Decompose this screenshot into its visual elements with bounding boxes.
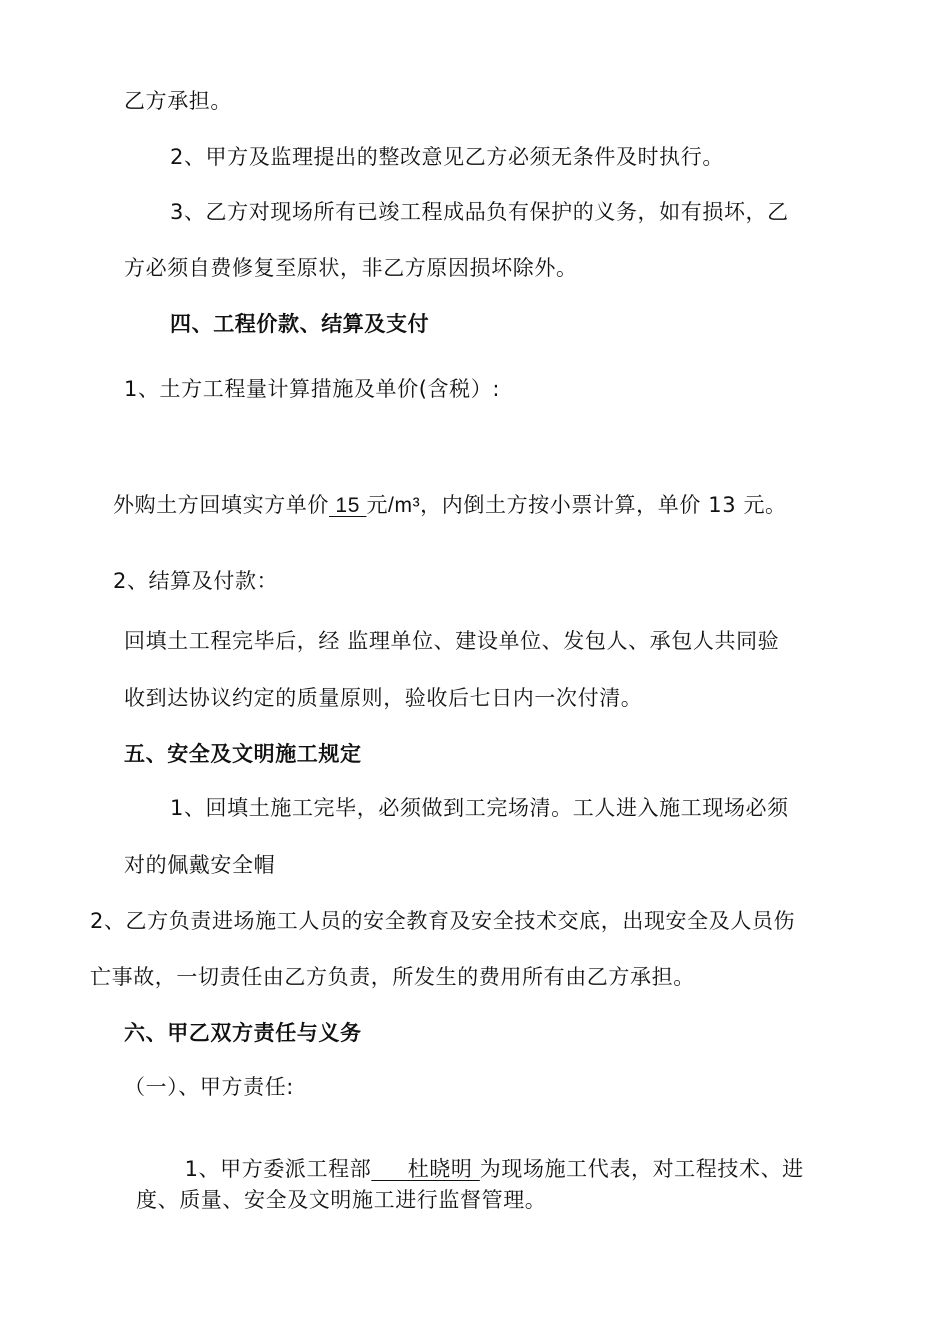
unit-price-unit: 元/m³ [366,494,421,517]
representative-suffix: 为现场施工代表，对工程技术、进 [479,1157,804,1181]
subsection-party-a: （一）、甲方责任: [124,1075,294,1099]
unit-price-value: 15 [329,494,367,517]
representative-prefix: 1、甲方委派工程部 [184,1157,372,1181]
clause-5-1-continued: 对的佩戴安全帽 [124,853,276,877]
section-heading-5: 五、安全及文明施工规定 [124,742,362,766]
representative-name: 杜晓明 [371,1157,480,1181]
site-representative-continued: 度、质量、安全及文明施工进行监督管理。 [136,1188,547,1212]
unit-price-line [113,492,787,519]
site-representative-line [170,1130,804,1182]
clause-5-1: 1、回填土施工完毕，必须做到工完场清。工人进入施工现场必须 [170,796,789,820]
clause-3-3: 3、乙方对现场所有已竣工程成品负有保护的义务，如有损坏，乙 [170,200,789,224]
settlement-line-1: 回填土工程完毕后，经 监理单位、建设单位、发包人、承包人共同验 [124,629,780,653]
unit-price-prefix: 外购土方回填实方单价 [113,493,329,517]
unit-price-suffix: ，内倒土方按小票计算，单价 13 元。 [420,493,787,517]
clause-5-2-continued: 亡事故，一切责任由乙方负责，所发生的费用所有由乙方承担。 [90,965,695,989]
clause-4-1: 1、土方工程量计算措施及单价(含税）: [124,377,501,401]
section-heading-6: 六、甲乙双方责任与义务 [124,1021,362,1045]
settlement-line-2: 收到达协议约定的质量原则，验收后七日内一次付清。 [124,686,643,710]
paragraph-line: 乙方承担。 [124,89,232,113]
clause-5-2: 2、乙方负责进场施工人员的安全教育及安全技术交底，出现安全及人员伤 [90,909,796,933]
clause-3-3-continued: 方必须自费修复至原状，非乙方原因损坏除外。 [124,256,578,280]
section-heading-4: 四、工程价款、结算及支付 [170,312,430,336]
clause-3-2: 2、甲方及监理提出的整改意见乙方必须无条件及时执行。 [170,145,724,169]
clause-4-2: 2、结算及付款： [113,569,279,593]
